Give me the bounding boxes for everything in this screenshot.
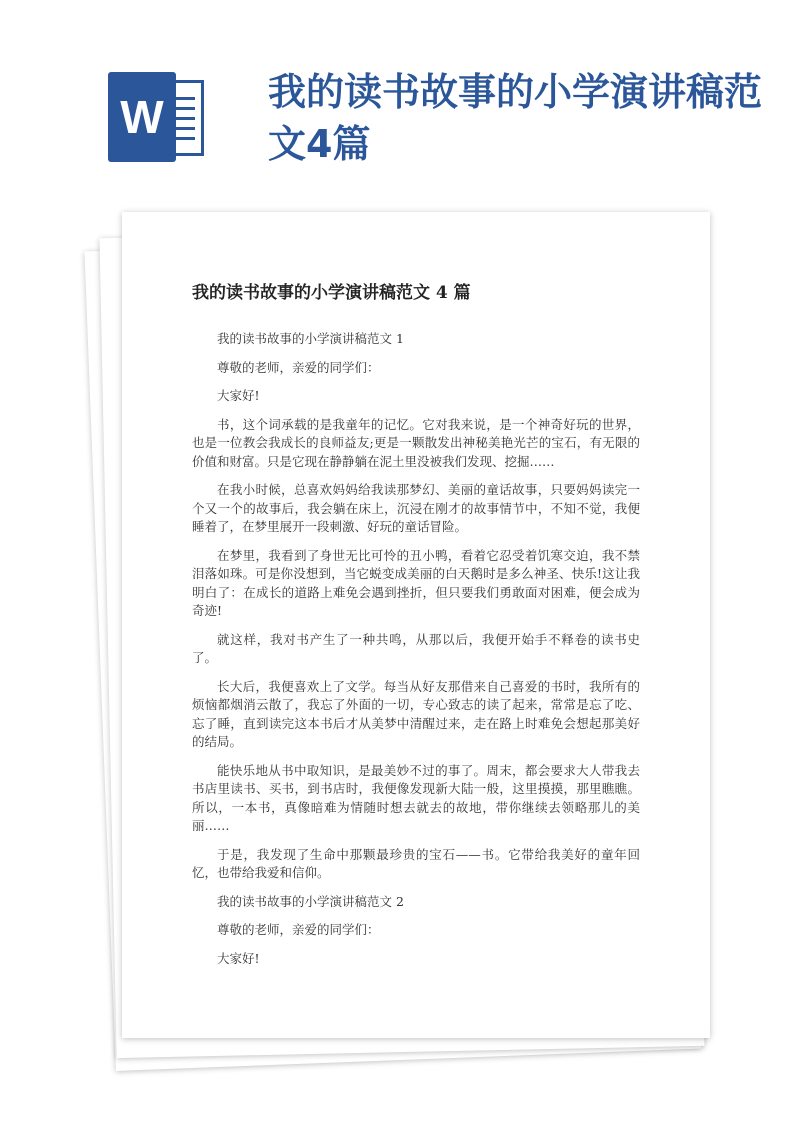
document-paragraph: 尊敬的老师，亲爱的同学们：: [217, 359, 380, 375]
document-paragraph: 在我小时候，总喜欢妈妈给我读那梦幻、美丽的童话故事，只要妈妈读完一个又一个的故事后，我会躺在床上，沉浸在刚才的故事情节中，不知不觉，我便睡着了，在梦里展开一段刺激、好玩的童话冒险。: [192, 482, 640, 534]
document-paragraph: 大家好!: [217, 388, 260, 403]
page-title: 我的读书故事的小学演讲稿范文4篇: [268, 70, 763, 166]
document-title: 我的读书故事的小学演讲稿范文 4 篇: [192, 283, 471, 303]
document-paragraph: 尊敬的老师，亲爱的同学们：: [217, 922, 380, 937]
document-paragraph: 长大后，我便喜欢上了文学。每当从好友那借来自己喜爱的书时，我所有的烦恼都烟消云散了，我忘了外面的一切，专心致志的读了起来，常常是忘了吃、忘了睡，直到读完这本书后才从美梦中清醒过来，走在路上时难免会想起那美好的结局。: [192, 678, 640, 749]
document-page: [122, 212, 710, 1038]
document-body: [192, 330, 640, 978]
document-paragraph: 书，这个词承载的是我童年的记忆。它对我来说，是一个神奇好玩的世界，也是一位教会我成长的良师益友;更是一颗散发出神秘美艳光芒的宝石，有无限的价值和财富。只是它现在静静躺在泥土里没被我们发现、挖掘……: [192, 416, 640, 469]
document-paragraph: 在梦里，我看到了身世无比可怜的丑小鸭，看着它忍受着饥寒交迫，我不禁泪落如珠。可是你没想到，当它蜕变成美丽的白天鹅时是多么神圣、快乐!这让我明白了：在成长的道路上难免会遇到挫折，但只要我们勇敢面对困难，便会成为奇迹!: [192, 547, 640, 618]
word-letter-tile: W: [108, 72, 176, 162]
document-paragraph: 于是，我发现了生命中那颗最珍贵的宝石——书。它带给我美好的童年回忆，也带给我爱和信仰。: [192, 846, 640, 880]
document-paragraph: 就这样，我对书产生了一种共鸣，从那以后，我便开始手不释卷的读书史了。: [192, 631, 640, 665]
document-paragraph: 我的读书故事的小学演讲稿范文 1: [217, 331, 404, 346]
header: [0, 0, 800, 200]
document-paragraph: 我的读书故事的小学演讲稿范文 2: [217, 893, 404, 909]
document-paragraph: 大家好!: [217, 950, 260, 966]
document-paragraph: 能快乐地从书中取知识，是最美妙不过的事了。周末，都会要求大人带我去书店里读书、买书，到书店时，我便像发现新大陆一般，这里摸摸，那里瞧瞧。所以，一本书，真像暗难为情随时想去就去的故地，带你继续去领略那儿的美丽……: [192, 762, 640, 833]
word-document-icon: [108, 72, 212, 162]
